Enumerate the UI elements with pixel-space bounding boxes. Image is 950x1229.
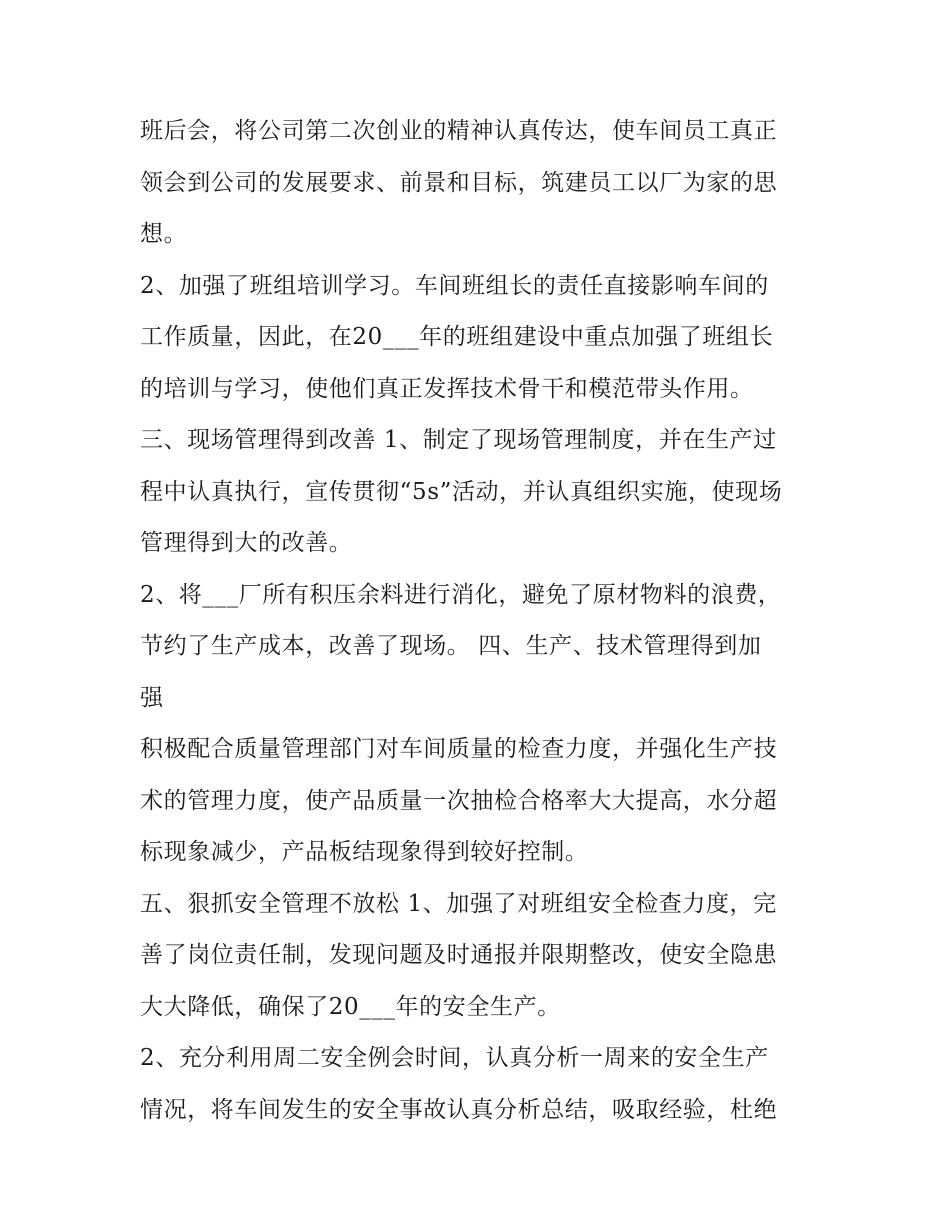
text-line-14: 术的管理力度，使产品质量一次抽检合格率大大提高，水分超 bbox=[140, 787, 778, 814]
text-line-13: 积极配合质量管理部门对车间质量的检查力度，并强化生产技 bbox=[140, 736, 778, 762]
text-line-19: 2、充分利用周二安全例会时间，认真分析一周来的安全生产 bbox=[140, 1045, 769, 1071]
text-line-6: 的培训与学习，使他们真正发挥技术骨干和模范带头作用。 bbox=[140, 375, 754, 402]
text-line-11: 节约了生产成本，改善了现场。 四、生产、技术管理得到加 bbox=[140, 633, 762, 659]
text-line-16: 五、狠抓安全管理不放松 1、加强了对班组安全检查力度，完 bbox=[140, 890, 777, 917]
text-line-9: 管理得到大的改善。 bbox=[140, 530, 353, 556]
text-line-18: 大大降低，确保了20___年的安全生产。 bbox=[140, 993, 561, 1020]
text-line-10: 2、将___厂所有积压余料进行消化，避免了原材物料的浪费， bbox=[140, 581, 782, 608]
text-line-4: 2、加强了班组培训学习。车间班组长的责任直接影响车间的 bbox=[140, 272, 769, 299]
text-line-17: 善了岗位责任制，发现问题及时通报并限期整改，使安全隐患 bbox=[140, 942, 778, 968]
text-line-7: 三、现场管理得到改善 1、制定了现场管理制度，并在生产过 bbox=[140, 427, 777, 453]
text-line-12: 强 bbox=[140, 684, 164, 711]
text-line-1: 班后会，将公司第二次创业的精神认真传达，使车间员工真正 bbox=[140, 118, 778, 144]
text-line-3: 想。 bbox=[140, 221, 188, 247]
text-line-20: 情况，将车间发生的安全事故认真分析总结，吸取经验，杜绝 bbox=[140, 1096, 778, 1123]
text-line-8: 程中认真执行，宣传贯彻“5s”活动，并认真组织实施，使现场 bbox=[140, 478, 783, 505]
text-line-15: 标现象减少，产品板结现象得到较好控制。 bbox=[140, 839, 589, 865]
text-line-5: 工作质量，因此，在20___年的班组建设中重点加强了班组长 bbox=[140, 324, 774, 350]
text-line-2: 领会到公司的发展要求、前景和目标，筑建员工以厂为家的思 bbox=[140, 169, 778, 196]
document-body bbox=[140, 106, 830, 1136]
